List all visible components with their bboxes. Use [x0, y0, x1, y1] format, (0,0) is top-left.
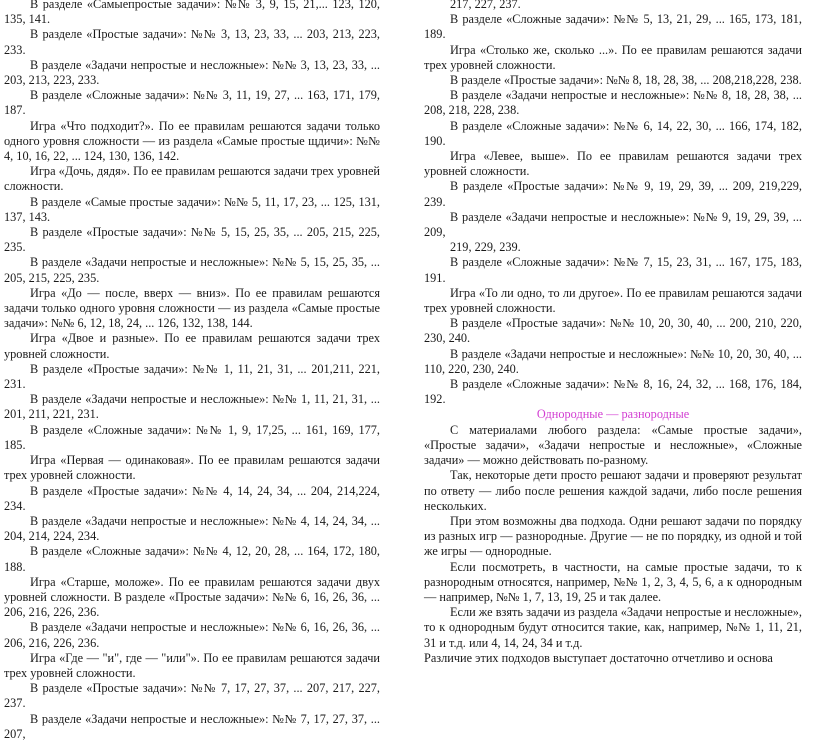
paragraph: В разделе «Простые задачи»: №№ 10, 20, 30, 40, ... 200, 210, 220, 230, 240. [424, 316, 802, 346]
paragraph: В разделе «Сложные задачи»: №№ 6, 14, 22, 30, ... 166, 174, 182, 190. [424, 118, 802, 148]
paragraph: Так, некоторые дети просто решают задачи и проверяют результат по ответу — либо после решения каждой задачи, либо после решения нескольких. [424, 468, 802, 513]
paragraph: В разделе «Сложные задачи»: №№ 1, 9, 17,25, ... 161, 169, 177, 185. [4, 422, 380, 452]
paragraph: В разделе «Задачи непростые и несложные»: №№ 1, 11, 21, 31, ... 201, 211, 221, 231. [4, 392, 380, 422]
paragraph: В разделе «Простые задачи»: №№ 4, 14, 24, 34, ... 204, 214,224, 234. [4, 483, 380, 513]
paragraph: В разделе «Простые задачи»: №№ 9, 19, 29, 39, ... 209, 219,229, 239. [424, 179, 802, 209]
paragraph: В разделе «Самыепростые задачи»: №№ 3, 9, 15, 21,... 123, 120, 135, 141. [4, 0, 380, 27]
paragraph: В разделе «Сложные задачи»: №№ 4, 12, 20, 28, ... 164, 172, 180, 188. [4, 544, 380, 574]
paragraph: Игра «Первая — одинаковая». По ее правилам решаются задачи трех уровней сложности. [4, 453, 380, 483]
paragraph: Игра «Старше, моложе». По ее правилам решаются задачи двух уровней сложности. В разделе «Простые задачи»: №№ 6, 16, 26, 36, ... 206, 216, 226, 236. [4, 574, 380, 620]
paragraph: Различие этих подходов выступает достаточно отчетливо и основа [424, 650, 773, 665]
paragraph: В разделе «Сложные задачи»: №№ 7, 15, 23, 31, ... 167, 175, 183, 191. [424, 255, 802, 285]
paragraph: С материалами любого раздела: «Самые простые задачи», «Простые задачи», «Задачи непростые и несложные», «Сложные задачи» — можно действовать по-разному. [424, 422, 802, 468]
left-column [4, 0, 380, 742]
paragraph: В разделе «Простые задачи»: №№ 7, 17, 27, 37, ... 207, 217, 227, 237. [4, 681, 380, 711]
paragraph: Игра «Двое и разные». По ее правилам решаются задачи трех уровней сложности. [4, 331, 380, 361]
right-column [424, 0, 802, 666]
paragraph: В разделе «Сложные задачи»: №№ 5, 13, 21, 29, ... 165, 173, 181, 189. [424, 12, 802, 42]
paragraph: В разделе «Задачи непростые и несложные»: №№ 3, 13, 23, 33, ... 203, 213, 223, 233. [4, 57, 380, 88]
paragraph: В разделе «Задачи непростые и несложные»: №№ 4, 14, 24, 34, ... 204, 214, 224, 234. [4, 513, 380, 544]
paragraph: При этом возможны два подхода. Одни решают задачи по порядку из разных игр — разнородные. Другие — не по порядку, из одной и той же игры — однородные. [424, 513, 802, 559]
paragraph: Игра «Столько же, сколько ...». По ее правилам решаются задачи трех уровней сложности. [424, 42, 802, 72]
paragraph: В разделе «Задачи непростые и несложные»: №№ 6, 16, 26, 36, ... 206, 216, 226, 236. [4, 620, 380, 650]
paragraph: Игра «Левее, выше». По ее правилам решаются задачи трех уровней сложности. [424, 149, 802, 179]
paragraph: В разделе «Самые простые задачи»: №№ 5, 11, 17, 23, ... 125, 131, 137, 143. [4, 194, 380, 224]
paragraph: В разделе «Задачи непростые и несложные»: №№ 5, 15, 25, 35, ... 205, 215, 225, 235. [4, 255, 380, 285]
paragraph: Игра «То ли одно, то ли другое». По ее правилам решаются задачи трех уровней сложности. [424, 285, 802, 316]
paragraph: 217, 227, 237. [450, 0, 521, 11]
paragraph: В разделе «Сложные задачи»: №№ 8, 16, 24, 32, ... 168, 176, 184, 192. [424, 377, 802, 407]
paragraph: В разделе «Задачи непростые и несложные»: №№ 8, 18, 28, 38, ... 208, 218, 228, 238. [424, 88, 802, 118]
paragraph: В разделе «Задачи непростые и несложные»: №№ 10, 20, 30, 40, ... 110, 220, 230, 240. [424, 346, 802, 376]
paragraph: В разделе «Простые задачи»: №№ 5, 15, 25, 35, ... 205, 215, 225, 235. [4, 225, 380, 255]
paragraph: Игра «Что подходит?». По ее правилам решаются задачи только одного уровня сложности — из раздела «Самые простые щдичи»: №№ 4, 10, 16, 22, ... 124, 130, 136, 142. [4, 118, 380, 164]
paragraph: В разделе «Задачи непростые и несложные»: №№ 9, 19, 29, 39, ... 209, [424, 209, 802, 240]
paragraph: В разделе «Сложные задачи»: №№ 3, 11, 19, 27, ... 163, 171, 179, 187. [4, 88, 380, 118]
paragraph: Если же взять задачи из раздела «Задачи непростые и несложные», то к однородным будут относится такие, как, например, №№ 1, 11, 21, 31 и т.д. или 4, 14, 24, 34 и т.д. [424, 605, 802, 650]
paragraph: В разделе «Простые задачи»: №№ 3, 13, 23, 33, ... 203, 213, 223, 233. [4, 27, 380, 57]
paragraph: В разделе «Простые задачи»: №№ 1, 11, 21, 31, ... 201,211, 221, 231. [4, 361, 380, 392]
paragraph: Игра «До — после, вверх — вниз». По ее правилам решаются задачи только одного уровня сложности — из раздела «Самые простые задачи»: №№ 6, 12, 18, 24, ... 126, 132, 138, 144. [4, 285, 380, 331]
section-heading: Однородные — разнородные [536, 407, 690, 422]
paragraph: В разделе «Задачи непростые и несложные»: №№ 7, 17, 27, 37, ... 207, [4, 711, 380, 741]
paragraph: В разделе «Простые задачи»: №№ 8, 18, 28, 38, ... 208,218,228, 238. [450, 73, 802, 88]
paragraph: Игра «Где — "и", где — "или"». По ее правилам решаются задачи трех уровней сложности. [4, 650, 380, 680]
paragraph: 219, 229, 239. [450, 240, 521, 255]
paragraph: Если посмотреть, в частности, на самые простые задачи, то к разнородным относятся, например, №№ 1, 2, 3, 4, 5, 6, а к однородным — например, №№ 1, 7, 13, 19, 25 и так далее. [424, 559, 802, 604]
paragraph: Игра «Дочь, дядя». По ее правилам решаются задачи трех уровней сложности. [4, 164, 380, 194]
